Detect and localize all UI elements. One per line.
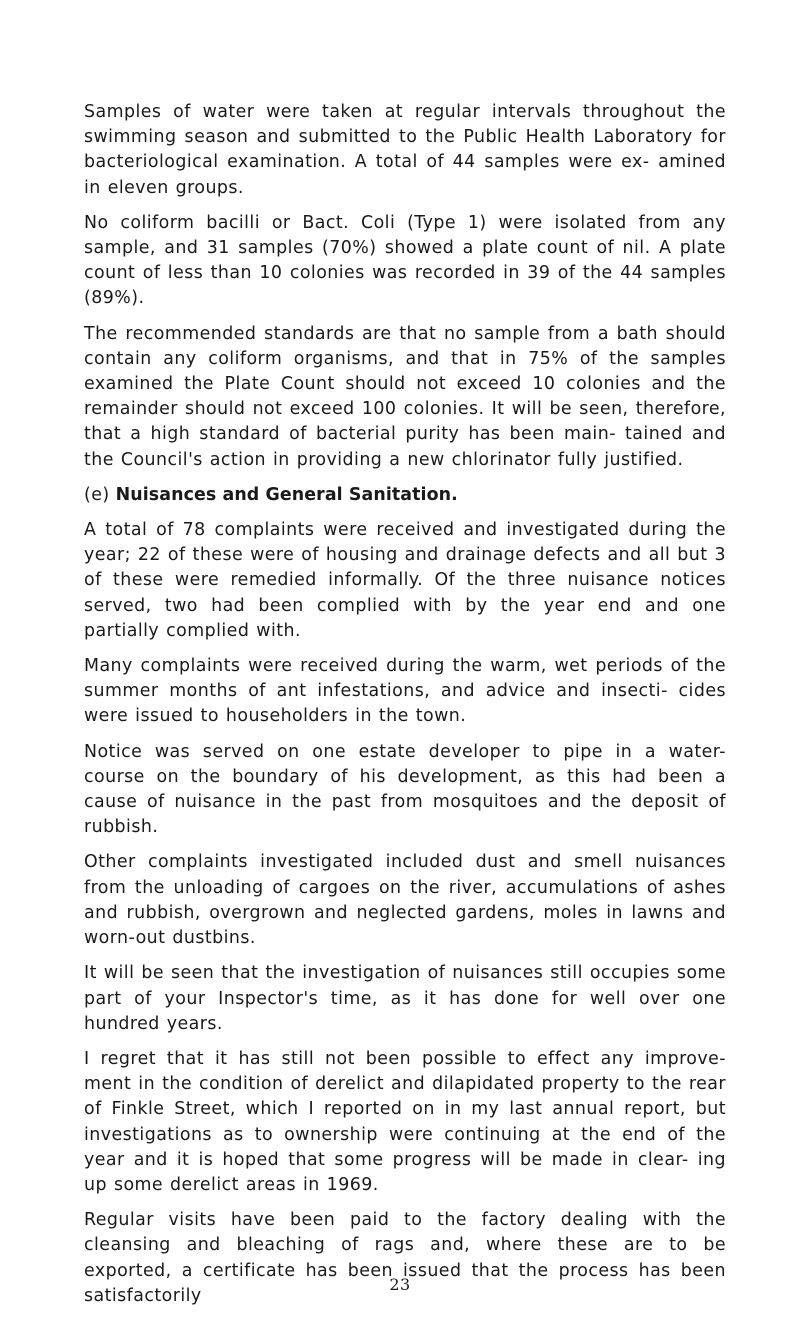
document-page [84,100,726,1319]
section-label: (e) [84,484,110,505]
section-heading [84,483,726,508]
paragraph-swimming-samples: Samples of water were taken at regular intervals throughout the swimming season and submitted to the Public Health Laboratory for bacteriological examination. A total of 44 samples were ex- amined in eleven groups. [84,102,726,198]
paragraph-other-complaints: Other complaints investigated included dust and smell nuisances from the unloading of cargoes on the river, accumulations of ashes and rubbish, overgrown and neglected gardens, moles in lawns and worn-out dustbins. [84,852,726,949]
section-title: Nuisances and General Sanitation. [115,484,458,505]
paragraph-watercourse-notice: Notice was served on one estate developer to pipe in a water- course on the boundary of his development, as this had been a cause of nuisance in the past from mosquitoes and the deposit of rubbish. [84,741,726,838]
paragraph-rag-factory: Regular visits have been paid to the factory dealing with the cleansing and bleaching of rags and, where these are to be exported, a certificate has been issued that the process has been satisfactorily [84,1210,726,1306]
paragraph-inspector-time: It will be seen that the investigation of nuisances still occupies some part of your Inspector's time, as it has done for well over one hundred years. [84,963,726,1034]
paragraph-coliform-results: No coliform bacilli or Bact. Coli (Type 1) were isolated from any sample, and 31 samples (70%) showed a plate count of nil. A plate count of less than 10 colonies was recorded in 39 of the 44 samples (89%). [84,212,726,309]
paragraph-complaints-total: A total of 78 complaints were received and investigated during the year; 22 of these were of housing and drainage defects and all but 3 of these were remedied informally. Of the three nuisance notices served, two had been complied with by the year end and one partially complied with. [84,520,726,641]
paragraph-recommended-standards: The recommended standards are that no sample from a bath should contain any coliform organisms, and that in 75% of the samples examined the Plate Count should not exceed 10 colonies and the remainder should not exceed 100 colonies. It will be seen, therefore, that a high standard of bacterial purity has been main- tained and the Council's action in providing a new chlorinator fully justified. [84,323,726,470]
page-number: 23 [389,1275,411,1294]
paragraph-ant-infestations: Many complaints were received during the warm, wet periods of the summer months of ant infestations, and advice and insecti- cides were issued to householders in the town. [84,656,726,727]
paragraph-derelict-property: I regret that it has still not been possible to effect any improve- ment in the condition of derelict and dilapidated property to the rear of Finkle Street, which I reported on in my last annual report, but investigations as to ownership were continuing at the end of the year and it is hoped that some progress will be made in clear- ing up some derelict areas in 1969. [84,1048,726,1195]
